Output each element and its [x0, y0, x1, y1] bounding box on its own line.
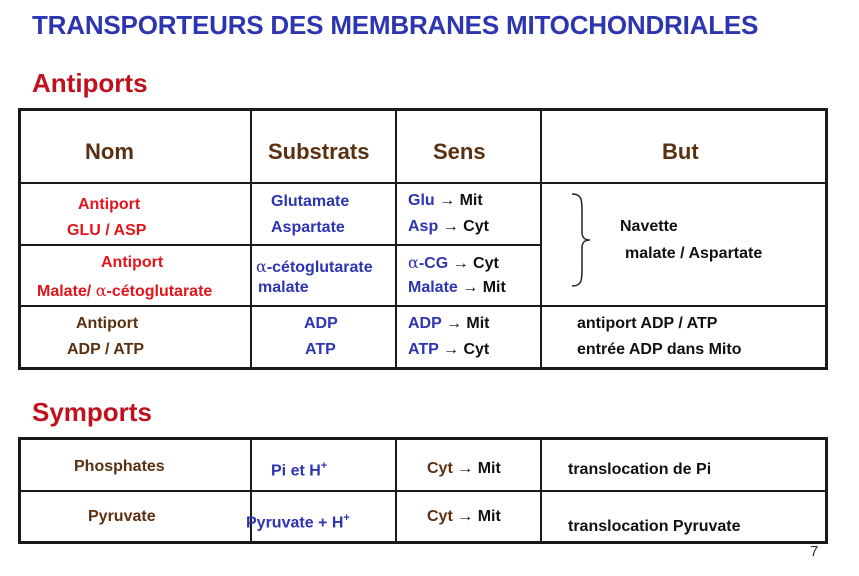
antiports-heading: Antiports	[32, 68, 148, 98]
direction: ATP → Cyt	[408, 341, 490, 358]
direction: Cyt → Mit	[427, 508, 501, 525]
table-row-divider	[20, 490, 826, 492]
purpose: translocation de Pi	[568, 461, 712, 478]
table-row-divider	[20, 244, 542, 246]
header-nom: Nom	[85, 139, 134, 164]
purpose: translocation Pyruvate	[568, 518, 741, 535]
purpose: entrée ADP dans Mito	[577, 341, 742, 358]
substrate: α-cétoglutarate	[256, 257, 373, 276]
antiport-name: Antiport	[76, 315, 139, 332]
table-row-divider	[20, 305, 826, 307]
direction: Malate → Mit	[408, 279, 506, 296]
symports-heading: Symports	[32, 397, 152, 427]
direction: Glu → Mit	[408, 192, 483, 209]
header-but: But	[662, 139, 699, 164]
substrate: malate	[258, 279, 309, 296]
table-col-divider	[540, 110, 542, 368]
direction: Cyt → Mit	[427, 460, 501, 477]
antiport-name: GLU / ASP	[67, 222, 147, 239]
symport-name: Pyruvate	[88, 508, 156, 525]
arrow-icon: →	[462, 279, 479, 296]
table-col-divider	[540, 439, 542, 542]
substrate: Pi et H+	[271, 460, 328, 480]
purpose: antiport ADP / ATP	[577, 315, 718, 332]
direction: α-CG → Cyt	[408, 253, 499, 272]
antiport-name: Antiport	[78, 196, 141, 213]
antiport-name: Malate/ α-cétoglutarate	[37, 281, 213, 300]
arrow-icon: →	[442, 341, 459, 358]
navette-label: Navette	[620, 218, 678, 235]
page-title: TRANSPORTEURS DES MEMBRANES MITOCHONDRIALES	[32, 10, 759, 40]
table-col-divider	[395, 110, 397, 368]
curly-brace-icon	[568, 192, 594, 288]
header-sens: Sens	[433, 139, 486, 164]
arrow-icon: →	[452, 255, 469, 272]
page-number: 7	[810, 543, 819, 560]
substrate: Aspartate	[271, 219, 345, 236]
header-substrats: Substrats	[268, 139, 370, 164]
substrate: Glutamate	[271, 193, 350, 210]
symport-name: Phosphates	[74, 458, 165, 475]
arrow-icon: →	[445, 315, 462, 332]
table-row-divider	[20, 182, 826, 184]
navette-label: malate / Aspartate	[625, 245, 763, 262]
direction: Asp → Cyt	[408, 218, 489, 235]
antiport-name: Antiport	[101, 254, 164, 271]
arrow-icon: →	[442, 218, 459, 235]
substrate: ADP	[304, 315, 338, 332]
arrow-icon: →	[457, 508, 474, 525]
arrow-icon: →	[457, 460, 474, 477]
substrate: Pyruvate + H+	[246, 512, 350, 532]
table-col-divider	[395, 439, 397, 542]
direction: ADP → Mit	[408, 315, 490, 332]
antiport-name: ADP / ATP	[67, 341, 145, 358]
substrate: ATP	[305, 341, 336, 358]
arrow-icon: →	[439, 192, 456, 209]
table-col-divider	[250, 110, 252, 368]
